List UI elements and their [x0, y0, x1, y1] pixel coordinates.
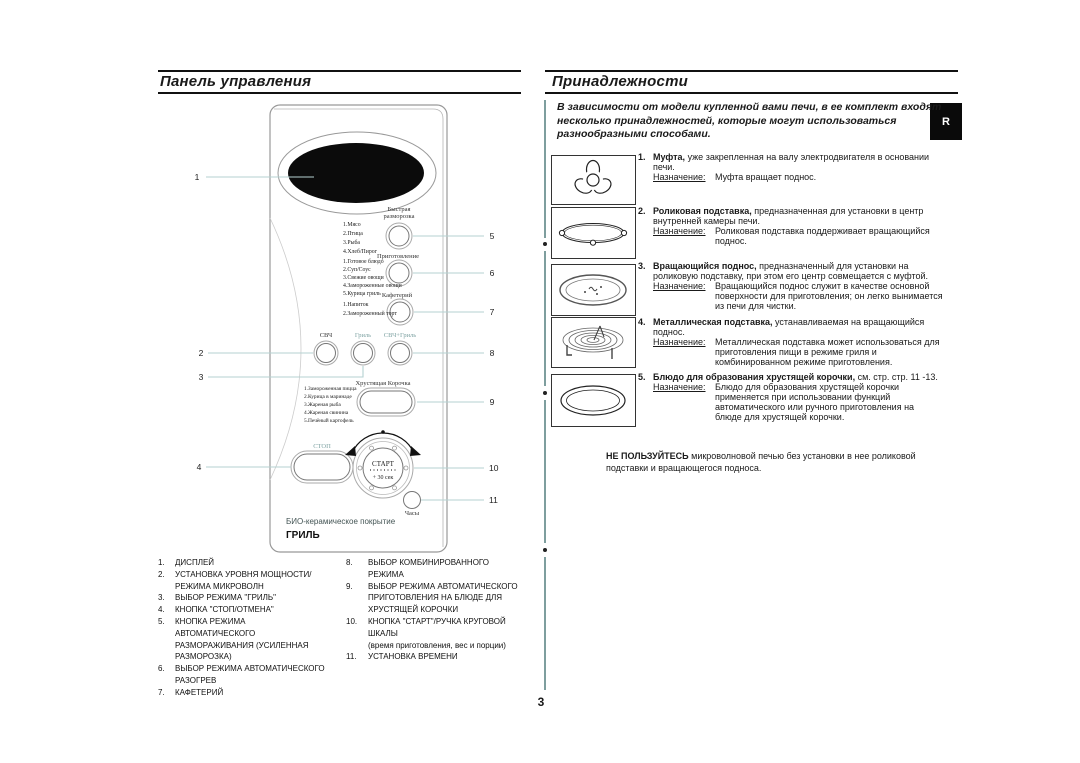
grill-label: Гриль	[354, 332, 372, 339]
roller-ring-icon	[552, 208, 635, 258]
crusty-dish-image-box	[551, 374, 636, 427]
defrost-label-line1: Быстрая	[387, 206, 411, 213]
callout-6: 6	[489, 268, 495, 278]
start-sub-label: + 30 сек	[372, 475, 394, 481]
coating-label: БИО-керамическое покрытие	[286, 517, 396, 526]
legend-item-11: 11. УСТАНОВКА ВРЕМЕНИ	[346, 652, 458, 662]
arc-top-dot	[381, 430, 385, 434]
defrost-item: 4.Хлеб/Пирог	[343, 249, 378, 255]
coupler-icon	[552, 156, 635, 204]
callout-4: 4	[196, 462, 202, 472]
callout-11: 11	[489, 495, 498, 505]
dial-notch	[370, 446, 374, 450]
clock-label: Часы	[404, 510, 420, 517]
stop-label: СТОП	[313, 443, 331, 450]
accessory-item-4: 4. Металлическая подставка, устанавливаемая на вращающийся поднос. Назначение: Металлическая подставка может использоваться для приготовления пищи в режиме гриля и комбинированном режиме приготовления.	[638, 317, 940, 367]
accessory-item-2: 2. Роликовая подставка, предназначенная для установки в центр внутренней камеры печи. Назначение: Роликовая подставка поддерживает вращающийся поднос.	[638, 206, 930, 246]
cafeteria-label: Кафетерий	[381, 292, 413, 299]
metal-rack-image-box	[551, 317, 636, 368]
combi-button	[391, 344, 410, 363]
callout-5: 5	[489, 231, 495, 241]
callout-9: 9	[489, 397, 495, 407]
mw-grill-label: СВЧ+Гриль	[383, 332, 417, 339]
left-section-title: Панель управления	[160, 73, 312, 90]
cook-item: 5.Курица гриль	[343, 291, 381, 297]
accessories-intro: В зависимости от модели купленной вами печи, в ее комплект входят несколько принадлежностей, которые могут использоваться разнообразными способами.	[557, 101, 942, 140]
legend-item-3: 3. ВЫБОР РЕЖИМА "ГРИЛЬ"	[158, 593, 276, 603]
start-dial	[363, 448, 403, 488]
dial-notch	[358, 466, 362, 470]
defrost-item: 3.Рыба	[343, 240, 360, 246]
left-header-rule-bottom	[158, 92, 521, 94]
start-label: СТАРТ	[372, 460, 394, 468]
grill-button	[354, 344, 373, 363]
legend-item-2: 2. УСТАНОВКА УРОВНЯ МОЩНОСТИ/ РЕЖИМА МИКРОВОЛН	[158, 569, 312, 591]
cook-button	[389, 263, 409, 283]
defrost-label-line2: разморозка	[383, 213, 415, 220]
microwave-button	[317, 344, 336, 363]
language-tab: R	[930, 103, 962, 140]
legend-item-5: 5. КНОПКА РЕЖИМА АВТОМАТИЧЕСКОГО РАЗМОРАЖИВАНИЯ (УСИЛЕННАЯ РАЗМОРОЗКА)	[158, 616, 309, 662]
cook-item: 1.Готовое блюдо	[343, 259, 384, 265]
dial-notch	[393, 486, 397, 490]
crusty-dish-icon	[552, 375, 635, 426]
left-header-rule-top	[158, 70, 521, 72]
legend-item-9: 9. ВЫБОР РЕЖИМА АВТОМАТИЧЕСКОГО ПРИГОТОВЛЕНИЯ НА БЛЮДЕ ДЛЯ ХРУСТЯЩЕЙ КОРОЧКИ	[346, 581, 518, 615]
crispy-button	[360, 391, 412, 413]
turntable-icon	[552, 265, 635, 315]
cafeteria-item: 2.Замороженный торт	[343, 311, 397, 317]
accessory-item-1: 1. Муфта, уже закрепленная на валу электродвигателя в основании печи. Назначение: Муфта вращает поднос.	[638, 152, 930, 182]
control-panel-diagram	[140, 100, 540, 570]
coating-grill-label: ГРИЛЬ	[286, 530, 320, 541]
callout-8: 8	[489, 348, 495, 358]
turntable-image-box	[551, 264, 636, 316]
legend-column-left	[158, 557, 348, 699]
cook-item: 4.Замороженные овощи	[343, 283, 402, 289]
defrost-item: 2.Птица	[343, 231, 363, 237]
dial-notch	[393, 446, 397, 450]
cafeteria-item: 1.Напиток	[343, 302, 369, 308]
divider-segment	[544, 100, 546, 238]
coupler-image-box	[551, 155, 636, 205]
divider-dot	[543, 391, 547, 395]
legend-item-6: 6. ВЫБОР РЕЖИМА АВТОМАТИЧЕСКОГО РАЗОГРЕВ	[158, 664, 325, 685]
callout-7: 7	[489, 307, 495, 317]
usage-warning: НЕ ПОЛЬЗУЙТЕСЬ микроволновой печью без установки в нее роликовой подставки и вращающегося подноса.	[606, 451, 916, 473]
accessory-item-3: 3. Вращающийся поднос, предназначенный для установки на роликовую подставку, при этом его центр совмещается с муфтой. Назначение: Вращающийся поднос служит в качестве основной поверхности для приготовления; он легко вынимается из печи для чистки.	[638, 261, 943, 311]
legend-item-8: 8. ВЫБОР КОМБИНИРОВАННОГО РЕЖИМА	[346, 558, 490, 579]
crispy-item: 1.Замороженная пицца	[304, 386, 357, 392]
legend-column-right	[346, 557, 564, 663]
callout-10: 10	[489, 463, 499, 473]
callout-1: 1	[194, 172, 200, 182]
stop-button	[294, 454, 350, 480]
dial-notch	[370, 486, 374, 490]
divider-dot	[543, 548, 547, 552]
divider-segment	[544, 400, 546, 543]
cook-item: 3.Свежие овощи	[343, 275, 384, 281]
cook-item: 2.Суп/Соус	[343, 267, 371, 273]
legend-item-1: 1. ДИСПЛЕЙ	[158, 558, 215, 567]
legend-item-7: 7. КАФЕТЕРИЙ	[158, 687, 224, 697]
metal-rack-icon	[552, 318, 635, 367]
crispy-label: Хрустящая Корочка	[355, 380, 411, 387]
crispy-item: 3.Жареная рыба	[304, 402, 341, 408]
defrost-button	[389, 226, 409, 246]
microwave-label: СВЧ	[319, 332, 333, 339]
crispy-item: 2.Курица в маринаде	[304, 394, 352, 400]
right-header-rule-top	[545, 70, 958, 72]
crispy-item: 4.Жареная свинина	[304, 410, 349, 416]
legend-item-4: 4. КНОПКА "СТОП/ОТМЕНА"	[158, 605, 274, 615]
divider-dot	[543, 242, 547, 246]
accessory-item-5: 5. Блюдо для образования хрустящей корочки, см. стр. стр. 11 -13. Назначение: Блюдо для образования хрустящей корочки применяется при использовании функций автоматического или ручного приготовления на блюде для хрустящей корочки.	[638, 372, 938, 422]
dial-notch	[404, 466, 408, 470]
roller-ring-image-box	[551, 207, 636, 259]
cook-label: Приготовление	[376, 253, 420, 260]
display	[288, 143, 424, 203]
callout-2: 2	[198, 348, 204, 358]
crispy-item: 5.Печёный картофель	[304, 418, 354, 424]
page-number: 3	[537, 695, 545, 709]
divider-segment	[544, 251, 546, 386]
defrost-item: 1.Мясо	[343, 222, 361, 228]
right-section-title: Принадлежности	[552, 73, 688, 90]
legend-item-10: 10. КНОПКА "СТАРТ"/РУЧКА КРУГОВОЙ ШКАЛЫ (время приготовления, вес и порции)	[346, 616, 506, 650]
clock-button	[404, 492, 421, 509]
right-header-rule-bottom	[545, 92, 958, 94]
callout-3: 3	[198, 372, 204, 382]
